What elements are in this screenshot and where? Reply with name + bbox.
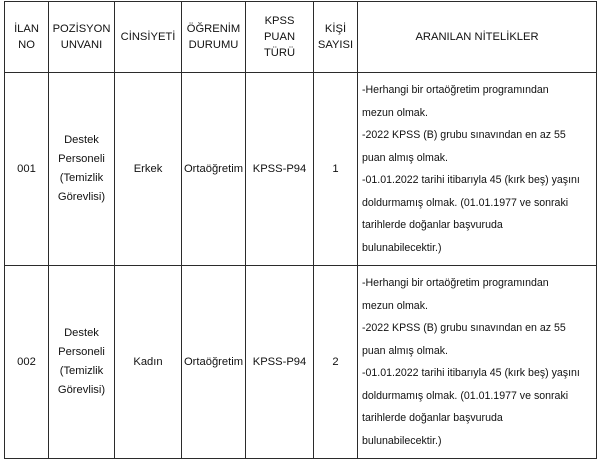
- table-row: [5, 73, 597, 266]
- header-line: POZİSYON: [52, 23, 111, 35]
- table-row: [5, 266, 597, 459]
- header-kpss: [246, 2, 314, 73]
- cell-kisi: 1: [314, 73, 358, 266]
- nitelik-line: -2022 KPSS (B) grubu sınavından en az 55: [362, 129, 566, 141]
- pozisyon-line: (Temizlik: [59, 172, 104, 184]
- header-row: [5, 2, 597, 73]
- nitelik-line: -2022 KPSS (B) grubu sınavından en az 55: [362, 322, 566, 334]
- cell-cinsiyet: Kadın: [115, 266, 182, 459]
- header-line: KPSS: [264, 15, 295, 27]
- header-line: TÜRÜ: [263, 47, 296, 59]
- nitelik-line: doldurmamış olmak. (01.01.1977 ve sonraki: [362, 196, 569, 209]
- cell-ogrenim: Ortaöğretim: [182, 266, 246, 459]
- header-line: NO: [18, 39, 35, 51]
- header-line: İLAN: [14, 23, 39, 35]
- nitelik-line: doldurmamış olmak. (01.01.1977 ve sonraki: [362, 389, 569, 402]
- header-line: UNVANI: [60, 39, 103, 51]
- cell-kisi: 2: [314, 266, 358, 459]
- cell-ogrenim: Ortaöğretim: [182, 73, 246, 266]
- nitelik-line: -01.01.2022 tarihi itibarıyla 45 (kırk beş) yaşını: [362, 367, 580, 379]
- pozisyon-line: (Temizlik: [59, 365, 104, 377]
- pozisyon-line: Destek: [64, 327, 99, 339]
- pozisyon-line: Personeli: [58, 346, 105, 358]
- cell-cinsiyet: Erkek: [115, 73, 182, 266]
- cell-kpss: KPSS-P94: [246, 266, 314, 459]
- header-ilan-no: [5, 2, 49, 73]
- header-kisi: [314, 2, 358, 73]
- header-line: PUAN: [263, 31, 296, 43]
- header-nitelikler: [358, 2, 597, 73]
- nitelik-line: puan almış olmak.: [362, 344, 448, 357]
- cell-pozisyon: [49, 73, 115, 266]
- job-listing-table: [4, 1, 597, 459]
- pozisyon-line: Görevlisi): [57, 191, 106, 203]
- pozisyon-line: Görevlisi): [57, 384, 106, 396]
- nitelik-line: puan almış olmak.: [362, 151, 448, 164]
- header-cinsiyet: [115, 2, 182, 73]
- nitelik-line: -01.01.2022 tarihi itibarıyla 45 (kırk beş) yaşını: [362, 174, 580, 186]
- header-line: SAYISI: [317, 39, 354, 51]
- header-line: CİNSİYETİ: [120, 31, 176, 43]
- nitelik-line: mezun olmak.: [362, 106, 428, 119]
- nitelik-line: mezun olmak.: [362, 299, 428, 312]
- header-line: ÖĞRENİM: [186, 23, 241, 35]
- nitelik-line: bulunabilecektir.): [362, 434, 442, 447]
- header-ogrenim: [182, 2, 246, 73]
- cell-ilan-no: 001: [5, 73, 49, 266]
- nitelik-line: tarihlerde doğanlar başvuruda: [362, 219, 503, 231]
- cell-kpss: KPSS-P94: [246, 73, 314, 266]
- cell-ilan-no: 002: [5, 266, 49, 459]
- nitelik-line: -Herhangi bir ortaöğretim programından: [362, 277, 549, 289]
- header-line: ARANILAN NİTELİKLER: [415, 31, 539, 43]
- pozisyon-line: Destek: [64, 134, 99, 146]
- cell-pozisyon: [49, 266, 115, 459]
- header-line: DURUMU: [188, 39, 239, 51]
- cell-nitelikler: [358, 266, 597, 459]
- nitelik-line: -Herhangi bir ortaöğretim programından: [362, 84, 549, 96]
- header-pozisyon: [49, 2, 115, 73]
- nitelik-line: bulunabilecektir.): [362, 241, 442, 254]
- cell-nitelikler: [358, 73, 597, 266]
- header-line: KİŞİ: [324, 23, 347, 35]
- pozisyon-line: Personeli: [58, 153, 105, 165]
- nitelik-line: tarihlerde doğanlar başvuruda: [362, 412, 503, 424]
